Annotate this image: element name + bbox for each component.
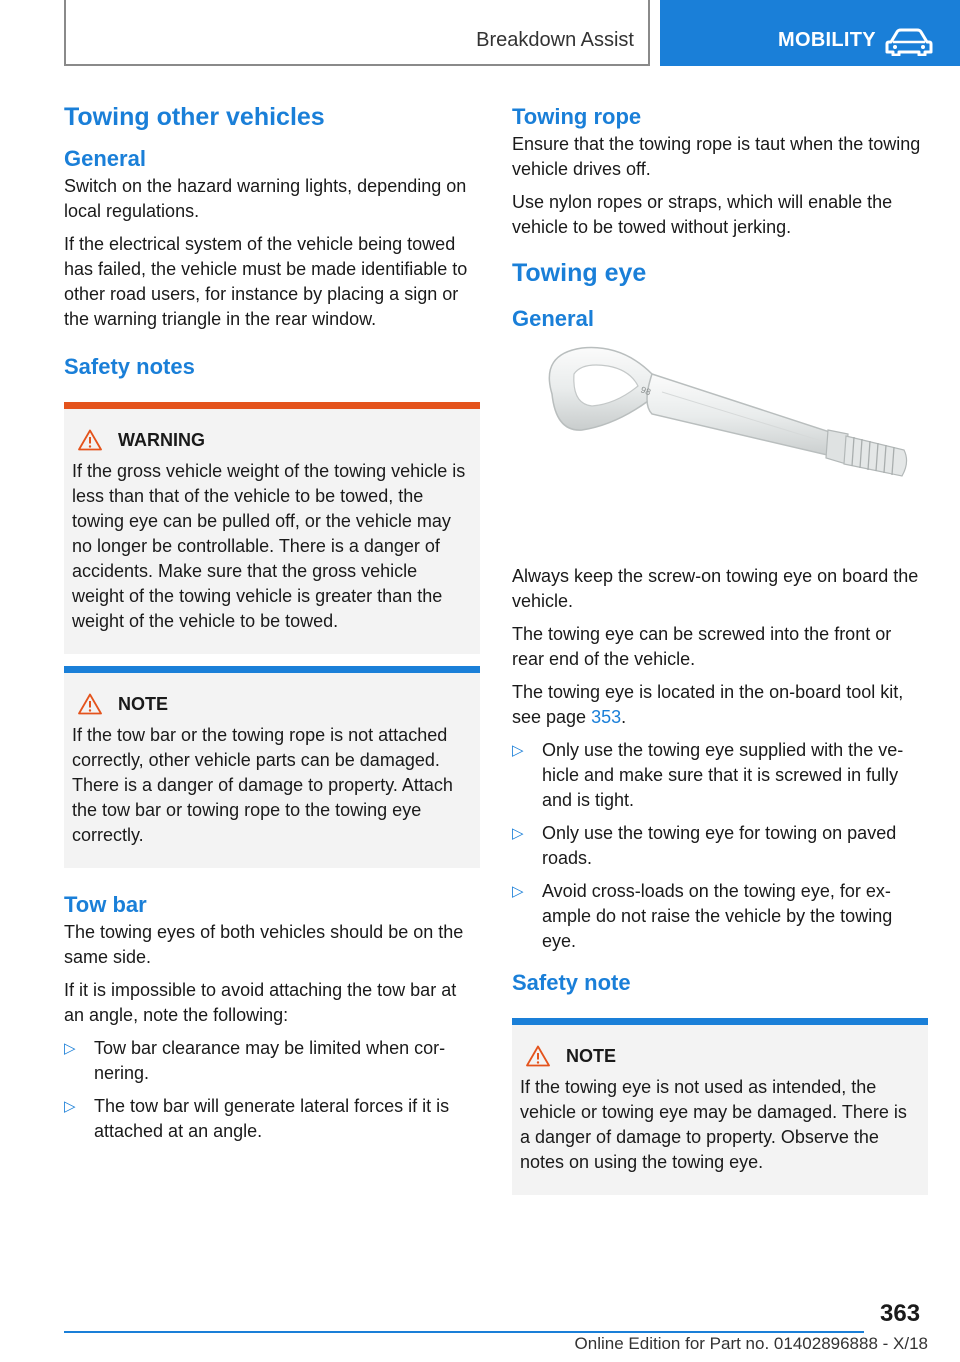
note-text: If the towing eye is not used as intended, the vehicle or towing eye may be damaged. There is a danger of damage to property. Observe the notes on using the towing eye. xyxy=(520,1077,907,1172)
triangle-bullet-icon: ▷ xyxy=(64,1040,76,1057)
list-item: ▷ Avoid cross-loads on the towing eye, for example do not raise the vehicle by the towing eye. xyxy=(512,881,893,951)
warning-triangle-icon xyxy=(526,1045,550,1067)
safety-notes-heading: Safety notes xyxy=(64,354,195,379)
header-section-tab xyxy=(64,0,650,66)
page-number: 363 xyxy=(880,1300,921,1327)
header-chapter-tab xyxy=(660,0,960,66)
page-reference-link[interactable]: 353 xyxy=(591,707,622,727)
left-column xyxy=(64,100,480,1152)
towing-eye-image xyxy=(512,334,928,564)
note-text: If the tow bar or the towing rope is not attached correctly, other vehicle parts can be damaged. There is a danger of damage to property. Attach the tow bar or towing rope to the towing eye correctly. xyxy=(72,725,453,845)
right-column xyxy=(512,100,928,1195)
list-item: ▷ The tow bar will generate lateral forces if it is attached at an angle. xyxy=(64,1096,450,1141)
warning-label: WARNING xyxy=(118,429,205,450)
towing-eye-list xyxy=(512,738,928,954)
warning-triangle-icon xyxy=(78,429,102,451)
note-box xyxy=(64,666,480,868)
general-paragraph-1: Switch on the hazard warning lights, depending on local regulations. xyxy=(64,176,467,221)
towing-rope-paragraph-1: Ensure that the towing rope is taut when the towing vehicle drives off. xyxy=(512,134,921,179)
tow-bar-list xyxy=(64,1036,480,1144)
part-number-stamp: 98 xyxy=(639,384,653,398)
towing-eye-paragraph-3: The towing eye is located in the on-board tool kit, see page 353. xyxy=(512,682,904,727)
note-box xyxy=(512,1018,928,1195)
triangle-bullet-icon: ▷ xyxy=(512,742,524,759)
towing-eye-title: Towing eye xyxy=(512,259,647,287)
tow-bar-paragraph-2: If it is impossible to avoid attaching the tow bar at an angle, note the following: xyxy=(64,980,457,1025)
note-label: NOTE xyxy=(118,693,169,714)
towing-eye-paragraph-2: The towing eye can be screwed into the front or rear end of the vehicle. xyxy=(512,624,892,669)
general-heading: General xyxy=(64,146,146,171)
warning-text: If the gross vehicle weight of the towing vehicle is less than that of the vehicle to be towed, the towing eye can be pulled off, or the vehicle may no longer be controllable. There is a danger of accidents. Make sure that the gross vehicle weight of the towing vehicle is greater than the weight of the vehicle to be towed. xyxy=(72,461,466,631)
towing-rope-paragraph-2: Use nylon ropes or straps, which will enable the vehicle to be towed without jerking. xyxy=(512,192,893,237)
header-chapter-title: MOBILITY xyxy=(778,29,876,51)
triangle-bullet-icon: ▷ xyxy=(512,825,524,842)
general-paragraph-2: If the electrical system of the vehicle being towed has failed, the vehicle must be made identifiable to other road users, for instance by placing a sign or the warning triangle in the rear window. xyxy=(64,234,468,329)
footer-divider xyxy=(64,1331,864,1333)
list-item: ▷ Only use the towing eye supplied with the vehicle and make sure that it is screwed in fully and is tight. xyxy=(512,740,904,810)
tow-bar-paragraph-1: The towing eyes of both vehicles should be on the same side. xyxy=(64,922,464,967)
towing-eye-general-heading: General xyxy=(512,306,594,331)
warning-box xyxy=(64,402,480,654)
header-section-title: Breakdown Assist xyxy=(476,29,634,51)
towing-eye-paragraph-1: Always keep the screw-on towing eye on board the vehicle. xyxy=(512,566,919,611)
towing-rope-heading: Towing rope xyxy=(512,104,642,129)
triangle-bullet-icon: ▷ xyxy=(64,1098,76,1115)
list-item: ▷ Only use the towing eye for towing on paved roads. xyxy=(512,823,897,868)
note-label: NOTE xyxy=(566,1045,617,1066)
list-item: ▷ Tow bar clearance may be limited when cornering. xyxy=(64,1038,446,1083)
warning-triangle-icon xyxy=(78,693,102,715)
towing-other-vehicles-title: Towing other vehicles xyxy=(64,103,325,131)
tow-bar-heading: Tow bar xyxy=(64,892,147,917)
footer-edition: Online Edition for Part no. 01402896888 - X/18 xyxy=(574,1334,928,1353)
car-icon xyxy=(885,28,933,56)
triangle-bullet-icon: ▷ xyxy=(512,883,524,900)
safety-note-heading: Safety note xyxy=(512,970,631,995)
